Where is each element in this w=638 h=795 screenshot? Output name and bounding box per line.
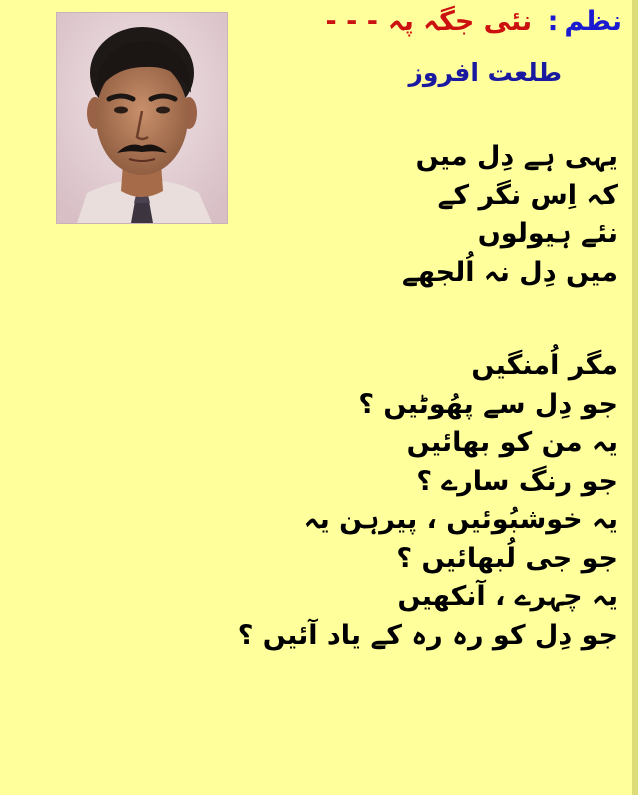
poem-label: نظم — [564, 6, 622, 37]
title-dashes: - - - — [325, 6, 378, 37]
poem-line: کہ اِس نگر کے — [437, 179, 618, 211]
poem-line: جو جی لُبھائیں ؟ — [396, 542, 618, 574]
poem-title-line — [326, 6, 622, 37]
poem-line: یہ من کو بھائیں — [406, 427, 618, 458]
poem-line: جو رنگ سارے ؟ — [416, 465, 618, 497]
stanza-break — [98, 292, 618, 347]
poem-line: یہ چہرے ، آنکھیں — [397, 581, 618, 612]
poem-line: مگر اُمنگیں — [471, 350, 618, 381]
poem-line: یہی ہے دِل میں — [415, 141, 618, 172]
poem-line: میں دِل نہ اُلجھے — [402, 256, 618, 288]
poet-name: طلعت افروز — [408, 58, 562, 87]
poem-line: جو دِل سے پھُوٹیں ؟ — [358, 388, 618, 420]
title-colon: : — [547, 6, 559, 37]
poem-line: نئے ہیولوں — [477, 218, 618, 249]
poem-title: نئی جگہ پہ — [387, 6, 533, 37]
poem-line: یہ خوشبُوئیں ، پیرہن یہ — [303, 504, 618, 535]
page-edge — [632, 0, 638, 795]
poem-body — [98, 138, 618, 655]
poem-line: جو دِل کو رہ رہ کے یاد آئیں ؟ — [237, 619, 618, 651]
